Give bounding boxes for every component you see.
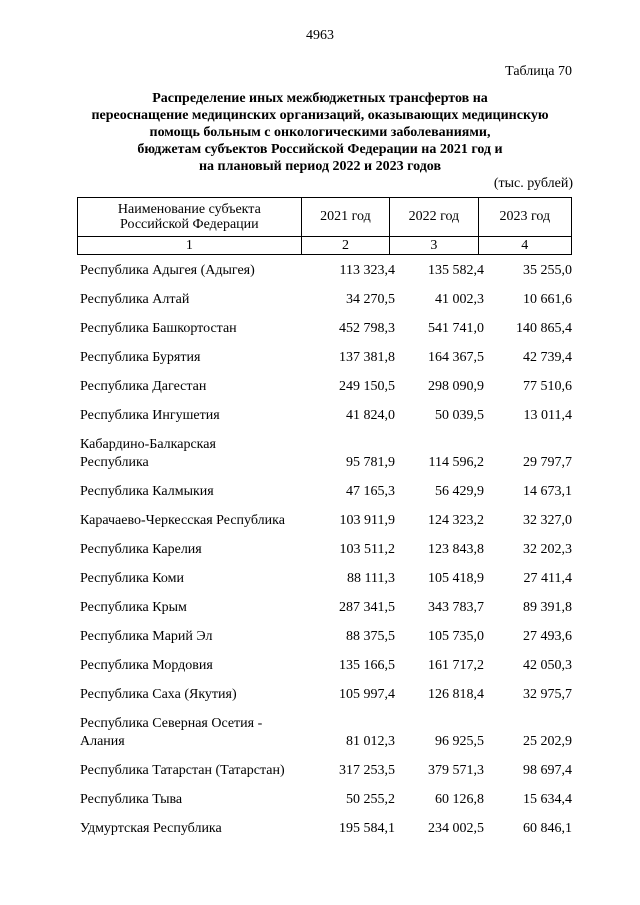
row-name: Республика Саха (Якутия): [80, 687, 237, 702]
row-value-2021: 34 270,5: [346, 292, 395, 307]
row-value-2022: 114 596,2: [428, 455, 484, 470]
row-value-2022: 234 002,5: [428, 821, 484, 836]
header-2022: 2022 год: [390, 198, 478, 237]
row-value-2022: 298 090,9: [428, 379, 484, 394]
row-value-2022: 135 582,4: [428, 263, 484, 278]
row-name: Республика Адыгея (Адыгея): [80, 263, 255, 278]
row-value-2023: 27 493,6: [523, 629, 572, 644]
title-line: Распределение иных межбюджетных трансфертов на: [152, 91, 488, 106]
row-value-2023: 98 697,4: [523, 763, 572, 778]
row-value-2022: 161 717,2: [428, 658, 484, 673]
row-value-2023: 10 661,6: [523, 292, 572, 307]
row-value-2022: 105 418,9: [428, 571, 484, 586]
header-2021: 2021 год: [301, 198, 389, 237]
row-value-2023: 32 975,7: [523, 687, 572, 702]
row-value-2021: 88 111,3: [347, 571, 395, 586]
row-name: Республика Татарстан (Татарстан): [80, 763, 285, 778]
row-name: Карачаево-Черкесская Республика: [80, 513, 285, 528]
header-col-number: 1: [78, 237, 302, 255]
row-name: Республика Ингушетия: [80, 408, 220, 423]
row-value-2022: 50 039,5: [435, 408, 484, 423]
row-value-2021: 41 824,0: [346, 408, 395, 423]
row-name: Республика Крым: [80, 600, 187, 615]
header-name-line1: Наименование субъекта: [117, 202, 261, 217]
row-value-2022: 60 126,8: [435, 792, 484, 807]
row-name: Республика Коми: [80, 571, 184, 586]
row-value-2023: 140 865,4: [516, 321, 572, 336]
row-value-2022: 123 843,8: [428, 542, 484, 557]
row-value-2023: 35 255,0: [523, 263, 572, 278]
page-number: 4963: [306, 28, 334, 43]
row-value-2021: 287 341,5: [339, 600, 395, 615]
row-name: Республика Калмыкия: [80, 484, 214, 499]
row-value-2021: 135 166,5: [339, 658, 395, 673]
header-name-cell: [78, 198, 302, 237]
row-value-2022: 379 571,3: [428, 763, 484, 778]
title-line: бюджетам субъектов Российской Федерации на 2021 год и: [137, 142, 503, 157]
row-value-2023: 14 673,1: [523, 484, 572, 499]
row-value-2021: 452 798,3: [339, 321, 395, 336]
row-value-2023: 27 411,4: [523, 571, 572, 586]
row-value-2021: 88 375,5: [346, 629, 395, 644]
row-name: Республика Дагестан: [80, 379, 207, 394]
row-name: Кабардино-Балкарская Республика: [80, 437, 216, 470]
row-value-2023: 42 050,3: [523, 658, 572, 673]
row-value-2021: 47 165,3: [346, 484, 395, 499]
row-value-2023: 29 797,7: [523, 455, 572, 470]
table-title: [70, 90, 570, 175]
row-name: Республика Марий Эл: [80, 629, 213, 644]
row-value-2022: 96 925,5: [435, 734, 484, 749]
row-value-2023: 25 202,9: [523, 734, 572, 749]
row-value-2022: 56 429,9: [435, 484, 484, 499]
row-value-2023: 89 391,8: [523, 600, 572, 615]
row-name: Республика Алтай: [80, 292, 190, 307]
row-value-2021: 103 511,2: [339, 542, 395, 557]
row-name: Республика Башкортостан: [80, 321, 237, 336]
row-value-2021: 317 253,5: [339, 763, 395, 778]
table-header: [77, 197, 572, 255]
row-value-2021: 81 012,3: [346, 734, 395, 749]
header-col-number: 4: [478, 237, 571, 255]
header-col-number: 3: [390, 237, 478, 255]
row-value-2022: 164 367,5: [428, 350, 484, 365]
units-note: (тыс. рублей): [493, 176, 573, 191]
row-value-2021: 249 150,5: [339, 379, 395, 394]
row-value-2021: 103 911,9: [339, 513, 395, 528]
row-value-2021: 113 323,4: [339, 263, 395, 278]
row-value-2021: 105 997,4: [339, 687, 395, 702]
row-value-2022: 124 323,2: [428, 513, 484, 528]
row-name: Республика Карелия: [80, 542, 202, 557]
row-value-2023: 60 846,1: [523, 821, 572, 836]
row-value-2022: 343 783,7: [428, 600, 484, 615]
row-value-2023: 32 327,0: [523, 513, 572, 528]
row-value-2021: 50 255,2: [346, 792, 395, 807]
row-value-2021: 195 584,1: [339, 821, 395, 836]
header-2023: 2023 год: [478, 198, 571, 237]
row-name: Республика Тыва: [80, 792, 183, 807]
title-line: помощь больным с онкологическими заболеваниями,: [149, 125, 491, 140]
row-name: Республика Мордовия: [80, 658, 213, 673]
row-value-2023: 15 634,4: [523, 792, 572, 807]
row-name: Республика Бурятия: [80, 350, 201, 365]
row-name: Удмуртская Республика: [80, 821, 222, 836]
row-value-2023: 77 510,6: [523, 379, 572, 394]
row-value-2021: 137 381,8: [339, 350, 395, 365]
row-value-2023: 32 202,3: [523, 542, 572, 557]
table-label: Таблица 70: [505, 64, 572, 79]
header-name-line2: Российской Федерации: [120, 217, 259, 232]
row-value-2022: 541 741,0: [428, 321, 484, 336]
row-value-2023: 42 739,4: [523, 350, 572, 365]
title-line: на плановый период 2022 и 2023 годов: [198, 159, 442, 174]
title-line: переоснащение медицинских организаций, оказывающих медицинскую: [91, 108, 549, 123]
row-value-2022: 126 818,4: [428, 687, 484, 702]
header-col-number: 2: [301, 237, 389, 255]
row-value-2022: 41 002,3: [435, 292, 484, 307]
row-name: Республика Северная Осетия - Алания: [80, 716, 263, 749]
row-value-2021: 95 781,9: [346, 455, 395, 470]
row-value-2022: 105 735,0: [428, 629, 484, 644]
row-value-2023: 13 011,4: [523, 408, 572, 423]
